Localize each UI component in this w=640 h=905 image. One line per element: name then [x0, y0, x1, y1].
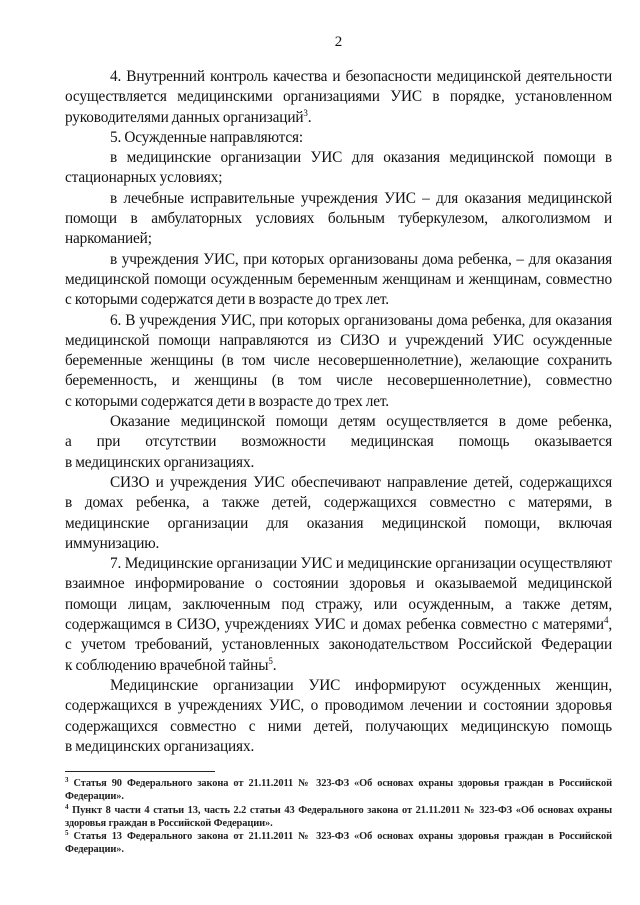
footnote-line: [65, 790, 612, 803]
text-line: [65, 331, 612, 351]
footnote-ref: 4: [603, 615, 609, 626]
line-text: иммунизацию.: [65, 534, 160, 552]
text-line: [65, 108, 612, 128]
footnote-ref: 5: [268, 655, 273, 666]
footnotes: [65, 777, 612, 856]
footnote-separator: [65, 771, 215, 772]
line-text: содержащихся совместно с ними детей, получающих медицинскую помощь: [65, 717, 612, 735]
line-text: 5. Осужденные направляются:: [110, 128, 303, 146]
text-line: [65, 270, 612, 290]
footnote: [65, 804, 612, 830]
text-line: [65, 635, 612, 655]
text-line: [65, 473, 612, 493]
text-line: [65, 595, 612, 615]
paragraph: [65, 250, 612, 311]
text-line: [65, 656, 612, 676]
footnote-line: [65, 817, 612, 830]
text-line: [65, 615, 612, 635]
line-text: помощи лицам, заключенным под стражу, или осужденным, а также детям,: [65, 595, 612, 613]
text-line: [65, 493, 612, 513]
line-text: с которыми содержатся дети в возрасте до трех лет.: [65, 392, 389, 410]
text-line: [65, 574, 612, 594]
line-text: Медицинские организации УИС информируют осужденных женщин,: [110, 676, 612, 694]
footnote: [65, 830, 612, 856]
text-line: [65, 717, 612, 737]
paragraph: [65, 412, 612, 473]
line-text: в медицинских организациях.: [65, 453, 255, 471]
footnote-text: Статья 13 Федерального закона от 21.11.2011 № 323-ФЗ «Об основах охраны здоровья граждан в Российской: [73, 830, 612, 842]
paragraph: [65, 554, 612, 676]
line-text: беременность, и женщины (в том числе несовершеннолетние), совместно: [65, 372, 612, 390]
text-line: [65, 412, 612, 432]
line-text: в лечебные исправительные учреждения УИС – для оказания медицинской: [110, 189, 612, 207]
punctuation: .: [272, 656, 277, 674]
paragraph: [65, 148, 612, 189]
footnote-line: [65, 843, 612, 856]
footnote-text: Федерации».: [65, 844, 124, 856]
text-line: [65, 554, 612, 574]
text-line: [65, 432, 612, 452]
paragraph: [65, 189, 612, 250]
text-line: [65, 371, 612, 391]
text-line: [65, 67, 612, 87]
text-line: [65, 229, 612, 249]
line-text: 7. Медицинские организации УИС и медицинские организации осуществляют: [110, 555, 612, 573]
paragraph: [65, 473, 612, 554]
text-line: [65, 209, 612, 229]
line-text: руководителями данных организаций: [65, 108, 304, 126]
text-line: [65, 311, 612, 331]
paragraph: [65, 67, 612, 128]
text-line: [65, 250, 612, 270]
line-text: в медицинских организациях.: [65, 737, 255, 755]
line-text: наркоманией;: [65, 230, 152, 248]
text-line: [65, 534, 612, 554]
line-text: помощи в амбулаторных условиях больным туберкулезом, алкоголизмом и: [65, 210, 612, 228]
text-line: [65, 453, 612, 473]
line-text: в домах ребенка, а также детей, содержащихся совместно с матерями, в: [65, 494, 612, 512]
text-line: [65, 290, 612, 310]
line-text: к соблюдению врачебной тайны: [65, 656, 269, 674]
line-text: медицинские организации для оказания медицинской помощи, включая: [65, 514, 612, 532]
text-line: [65, 737, 612, 757]
punctuation: .: [307, 108, 312, 126]
paragraph: [65, 676, 612, 757]
line-text: с которыми содержатся дети в возрасте до трех лет.: [65, 291, 389, 309]
footnote-number: 3: [65, 776, 69, 785]
footnote-number: 4: [65, 802, 69, 811]
line-text: содержащихся в учреждениях УИС, о проводимом лечении и состоянии здоровья: [65, 697, 612, 715]
document-body: [65, 67, 612, 757]
line-text: 6. В учреждения УИС, при которых организованы дома ребенка, для оказания: [110, 311, 612, 329]
line-text: медицинской помощи направляются из СИЗО и учреждений УИС осужденные: [65, 331, 612, 349]
footnote-text: Пункт 8 части 4 статьи 13, часть 2.2 статьи 43 Федерального закона от 21.11.2011 № 323-ФЗ «Об основах охраны: [72, 804, 612, 816]
footnote-line: [65, 830, 612, 843]
text-line: [65, 148, 612, 168]
paragraph: [65, 128, 612, 148]
footnote: [65, 777, 612, 803]
text-line: [65, 696, 612, 716]
footnote-line: [65, 804, 612, 817]
footnote-text: Федерации».: [65, 791, 124, 803]
line-text: 4. Внутренний контроль качества и безопасности медицинской деятельности: [110, 68, 612, 85]
line-text: медицинской помощи осужденным беременным женщинам и женщинам, совместно: [65, 270, 612, 288]
text-line: [65, 128, 612, 148]
line-text: с учетом требований, установленных законодательством Российской Федерации: [65, 636, 612, 654]
footnote-number: 5: [65, 828, 69, 837]
text-line: [65, 514, 612, 534]
line-text: в медицинские организации УИС для оказания медицинской помощи в: [110, 149, 612, 167]
line-text: содержащимся в СИЗО, учреждениях УИС и домах ребенка совместно с матерями: [65, 616, 604, 634]
line-text: стационарных условиях;: [65, 169, 223, 187]
text-line: [65, 87, 612, 107]
text-line: [65, 676, 612, 696]
text-line: [65, 351, 612, 371]
paragraph: [65, 311, 612, 412]
line-text: беременные женщины (в том числе несовершеннолетние), желающие сохранить: [65, 352, 612, 370]
line-text: в учреждения УИС, при которых организованы дома ребенка, – для оказания: [110, 250, 612, 268]
page-number: 2: [334, 34, 343, 50]
text-line: [65, 392, 612, 412]
line-text: Оказание медицинской помощи детям осуществляется в доме ребенка,: [110, 413, 612, 431]
line-text: СИЗО и учреждения УИС обеспечивают направление детей, содержащихся: [110, 473, 612, 491]
text-line: [65, 189, 612, 209]
line-text: а при отсутствии возможности медицинская помощь оказывается: [65, 433, 612, 451]
line-text: осуществляется медицинскими организациями УИС в порядке, установленном: [65, 88, 612, 106]
text-line: [65, 168, 612, 188]
line-text: взаимное информирование о состоянии здоровья и оказываемой медицинской: [65, 575, 612, 593]
punctuation: ,: [608, 616, 612, 634]
footnote-text: здоровья граждан в Российской Федерации».: [65, 817, 273, 829]
footnote-ref: 3: [303, 107, 308, 118]
footnote-line: [65, 777, 612, 790]
footnote-text: Статья 90 Федерального закона от 21.11.2011 № 323-ФЗ «Об основах охраны здоровья граждан в Российской: [73, 778, 612, 790]
